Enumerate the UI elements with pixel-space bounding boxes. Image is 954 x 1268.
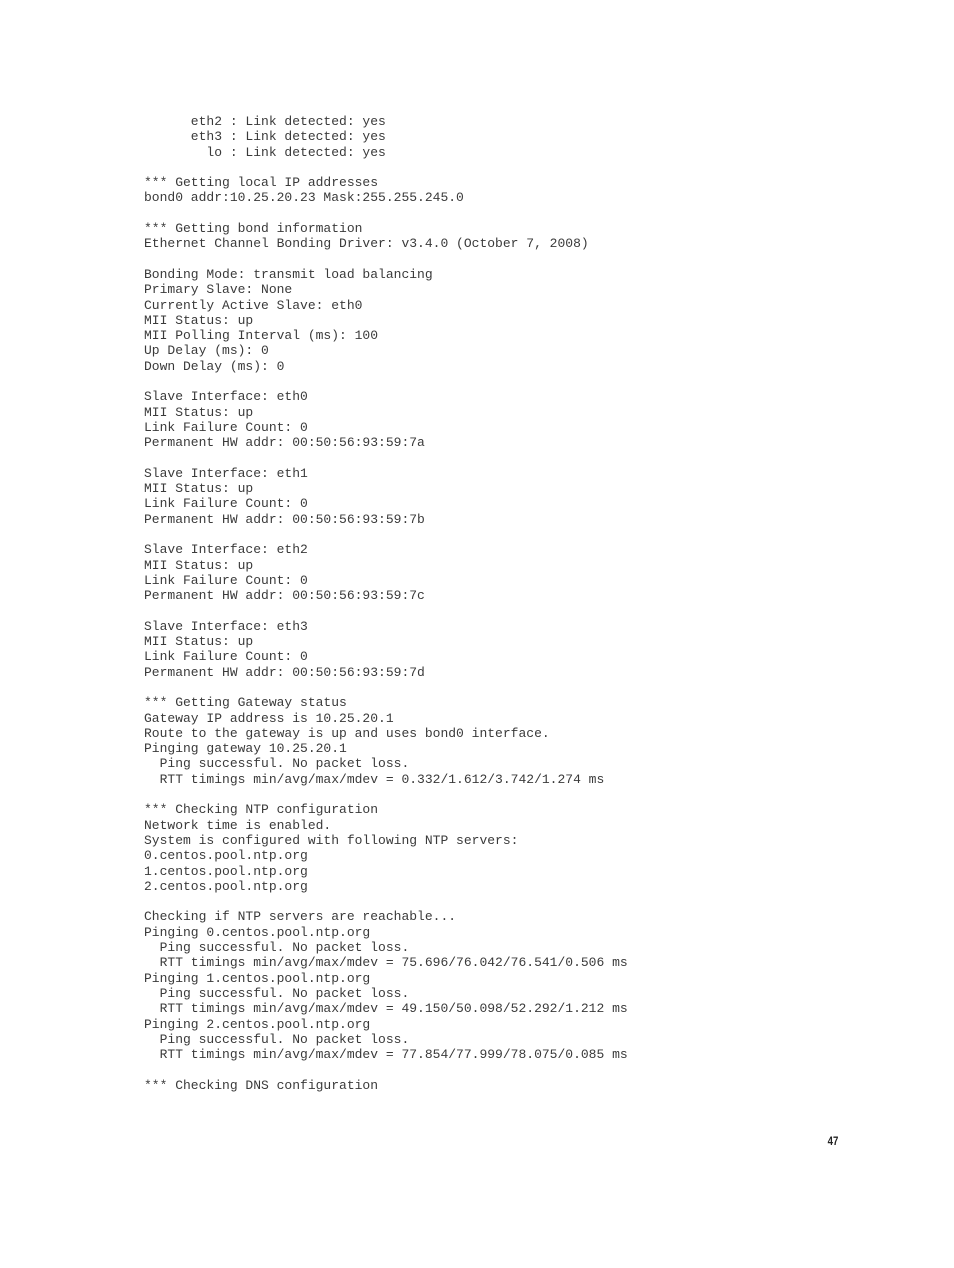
output-line: *** Getting bond information [144,221,363,237]
output-line: 1.centos.pool.ntp.org [144,863,308,879]
output-line: Link Failure Count: 0 [144,572,308,588]
output-line [144,252,628,267]
output-line: bond0 addr:10.25.20.23 Mask:255.255.245.0 [144,190,464,206]
output-line: Link Failure Count: 0 [144,419,308,435]
output-line [144,206,628,221]
output-line: 0.centos.pool.ntp.org [144,848,308,864]
output-line: MII Status: up [144,634,254,650]
output-line: Ping successful. No packet loss. [144,985,410,1001]
output-line: Slave Interface: eth2 [144,542,308,558]
output-line: Checking if NTP servers are reachable... [144,909,457,925]
output-line: RTT timings min/avg/max/mdev = 49.150/50.098/52.292/1.212 ms [144,1001,628,1017]
output-line: Ping successful. No packet loss. [144,756,410,772]
output-line: lo : Link detected: yes [144,144,386,160]
output-line [144,527,628,542]
output-line: Slave Interface: eth0 [144,389,308,405]
output-line [144,1062,628,1077]
output-line [144,160,628,175]
output-line: *** Checking NTP configuration [144,802,379,818]
output-line: Ping successful. No packet loss. [144,940,410,956]
output-line: Ping successful. No packet loss. [144,1031,410,1047]
output-line: MII Status: up [144,312,254,328]
output-line: *** Getting Gateway status [144,695,347,711]
output-line: 2.centos.pool.ntp.org [144,878,308,894]
output-line: MII Status: up [144,481,254,497]
output-line: Permanent HW addr: 00:50:56:93:59:7c [144,588,425,604]
output-line: RTT timings min/avg/max/mdev = 0.332/1.612/3.742/1.274 ms [144,771,605,787]
output-line [144,604,628,619]
output-line: MII Status: up [144,557,254,573]
output-line [144,374,628,389]
output-line: RTT timings min/avg/max/mdev = 75.696/76.042/76.541/0.506 ms [144,955,628,971]
output-line [144,787,628,802]
output-line: Pinging 2.centos.pool.ntp.org [144,1016,371,1032]
output-line: *** Getting local IP addresses [144,175,379,191]
output-line: RTT timings min/avg/max/mdev = 77.854/77.999/78.075/0.085 ms [144,1047,628,1063]
output-line: Primary Slave: None [144,282,293,298]
output-line: eth3 : Link detected: yes [144,129,386,145]
console-output [144,114,628,1093]
output-line: eth2 : Link detected: yes [144,114,386,129]
output-line: Pinging gateway 10.25.20.1 [144,741,347,757]
output-line: MII Polling Interval (ms): 100 [144,328,379,344]
output-line: Pinging 1.centos.pool.ntp.org [144,970,371,986]
output-line: Link Failure Count: 0 [144,649,308,665]
output-line: Permanent HW addr: 00:50:56:93:59:7a [144,435,425,451]
output-line: System is configured with following NTP servers: [144,832,519,848]
output-line: Slave Interface: eth1 [144,465,308,481]
output-line: Permanent HW addr: 00:50:56:93:59:7d [144,664,425,680]
output-line: MII Status: up [144,404,254,420]
output-line: Slave Interface: eth3 [144,618,308,634]
output-line: Gateway IP address is 10.25.20.1 [144,710,394,726]
output-line: Permanent HW addr: 00:50:56:93:59:7b [144,511,425,527]
output-line [144,894,628,909]
output-line: Currently Active Slave: eth0 [144,297,363,313]
output-line: Bonding Mode: transmit load balancing [144,266,433,282]
output-line: Pinging 0.centos.pool.ntp.org [144,924,371,940]
output-line: Down Delay (ms): 0 [144,358,285,374]
output-line: Network time is enabled. [144,817,332,833]
page-number: 47 [827,1134,838,1148]
output-line: Ethernet Channel Bonding Driver: v3.4.0 (October 7, 2008) [144,236,589,252]
output-line [144,451,628,466]
output-line [144,680,628,695]
output-line: Up Delay (ms): 0 [144,343,269,359]
output-line: Route to the gateway is up and uses bond0 interface. [144,725,550,741]
output-line: Link Failure Count: 0 [144,496,308,512]
output-line: *** Checking DNS configuration [144,1077,379,1093]
